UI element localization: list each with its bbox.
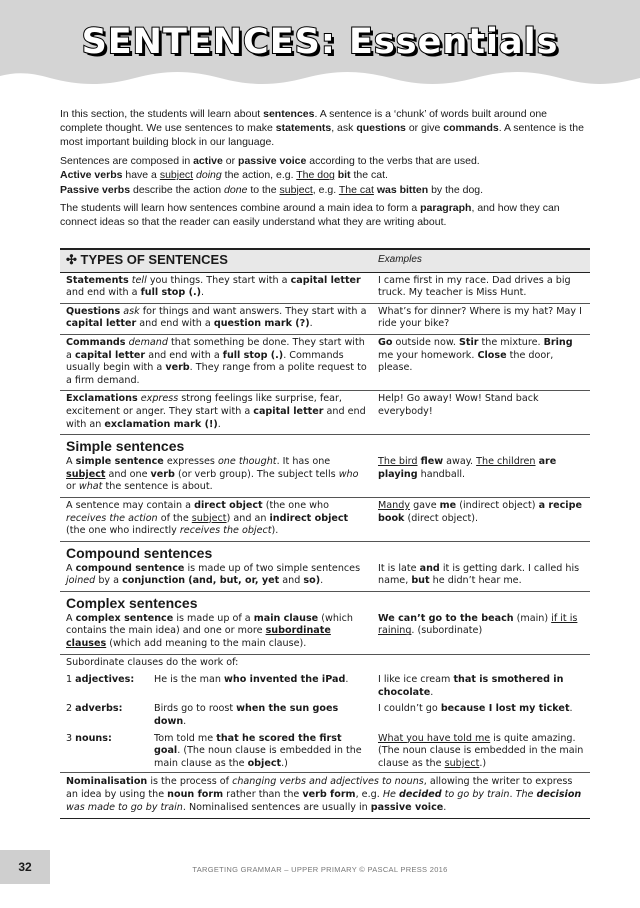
description-cell: A complex sentence is made up of a main clause (which contains the main idea) and one or more subordinate clauses (which add meaning to the main clause). — [66, 612, 353, 650]
example-cell: Help! Go away! Wow! Stand back everybody! — [372, 391, 590, 435]
example-cell: I like ice cream that is smothered in chocolate. — [378, 674, 564, 698]
description-cell: Exclamations express strong feelings like surprise, fear, excitement or anger. They start with a capital letter and end with an exclamation mark (!). — [60, 391, 372, 435]
example-cell: It is late and it is getting dark. I called his name, but he didn’t hear me. — [378, 562, 580, 587]
intro-paragraph: In this section, the students will learn about sentences. A sentence is a ‘chunk’ of words built around one complete thought. We use sentences to make statements, ask questions or give commands. A sentence is the most important building block in our language. — [60, 108, 584, 149]
table-row — [60, 391, 590, 435]
description-cell: A simple sentence expresses one thought. It has one subject and one verb (or verb group). The subject tells who or what the sentence is about. — [66, 456, 359, 493]
table-row — [60, 497, 590, 541]
table-row — [60, 272, 590, 303]
page-title: SENTENCES: Essentials — [81, 22, 559, 62]
table-cell — [60, 701, 370, 730]
clause-example: He is the man who invented the iPad. — [154, 674, 349, 686]
table-row — [60, 701, 590, 730]
section-heading: Compound sentences — [60, 541, 590, 561]
intro-paragraph: Sentences are composed in active or passive voice according to the verbs that are used. — [60, 155, 480, 168]
footer-text: TARGETING GRAMMAR – UPPER PRIMARY © PASCAL PRESS 2016 — [192, 865, 448, 874]
example-cell: Mandy gave me (indirect object) a recipe book (direct object). — [372, 497, 590, 541]
clause-type-label: 2 adverbs: — [66, 703, 123, 715]
clause-type-label: 3 nouns: — [66, 732, 112, 744]
table-cell — [60, 672, 370, 689]
table-row — [60, 334, 590, 390]
example-cell: What you have told me is quite amazing. (The noun clause is embedded in the main clause as the subject.) — [378, 732, 584, 769]
section-heading: Simple sentences — [60, 435, 590, 455]
section-heading-row — [60, 435, 590, 455]
section-heading: Complex sentences — [60, 591, 590, 611]
table-row — [60, 561, 590, 592]
table-row — [60, 611, 590, 654]
example-cell: Go outside now. Stir the mixture. Bring me your homework. Close the door, please. — [372, 334, 590, 390]
description-cell: Questions ask for things and want answers. They start with a capital letter and end with a question mark (?). — [60, 303, 372, 334]
clause-example: Tom told me that he scored the first goal. (The noun clause is embedded in the main clause as the object.) — [154, 732, 362, 769]
table-row — [60, 672, 590, 701]
section-heading-row — [60, 541, 590, 561]
intro-paragraph: Passive verbs describe the action done to the subject, e.g. The cat was bitten by the dog. — [60, 183, 484, 196]
table-cell: Subordinate clauses do the work of: — [60, 654, 590, 672]
examples-heading: Examples — [378, 254, 422, 265]
example-cell: The bird flew away. The children are playing handball. — [378, 456, 557, 480]
table-row — [60, 303, 590, 334]
example-cell: I came first in my race. Dad drives a big truck. My teacher is Miss Hunt. — [372, 272, 590, 303]
table-header — [60, 249, 590, 272]
page-number: 32 — [0, 850, 50, 884]
description-cell: Commands demand that something be done. They start with a capital letter and end with a full stop (.). Commands usually begin with a verb. They range from a polite request to a firm demand. — [60, 334, 372, 390]
table-row — [60, 454, 590, 497]
nominalisation-note: Nominalisation is the process of changing verbs and adjectives to nouns, allowing the writer to express an idea by using the noun form rather than the verb form, e.g. He decided to go by train. The decision was made to go by train. Nominalised sentences are usually in passive voice. — [60, 773, 590, 819]
sentence-types-table — [60, 248, 590, 819]
example-cell: What’s for dinner? Where is my hat? May I ride your bike? — [372, 303, 590, 334]
clause-example: Birds go to roost when the sun goes down. — [154, 703, 339, 728]
table-row — [60, 731, 590, 773]
description-cell: A sentence may contain a direct object (the one who receives the action of the subject) and an indirect object (the one who indirectly receives the object). — [60, 497, 372, 541]
description-cell: Statements tell you things. They start with a capital letter and end with a full stop (.). — [60, 272, 372, 303]
table-heading: TYPES OF SENTENCES — [80, 252, 228, 267]
intro-paragraph: Active verbs have a subject doing the action, e.g. The dog bit the cat. — [60, 169, 388, 182]
intro-paragraph: The students will learn how sentences combine around a main idea to form a paragraph, and how they can connect ideas so that the reader can easily understand what they are writing about. — [60, 202, 560, 229]
section-heading-row — [60, 591, 590, 611]
example-cell: I couldn’t go because I lost my ticket. — [378, 703, 573, 715]
description-cell: A compound sentence is made up of two simple sentences joined by a conjunction (and, but, or, yet and so). — [66, 562, 361, 587]
table-cell — [60, 731, 370, 773]
clover-icon: ✣ — [66, 252, 77, 267]
intro-text — [60, 107, 590, 234]
clause-type-label: 1 adjectives: — [66, 674, 135, 686]
nominalisation-row — [60, 773, 590, 819]
table-row — [60, 654, 590, 672]
example-cell: We can’t go to the beach (main) if it is raining. (subordinate) — [378, 612, 578, 637]
